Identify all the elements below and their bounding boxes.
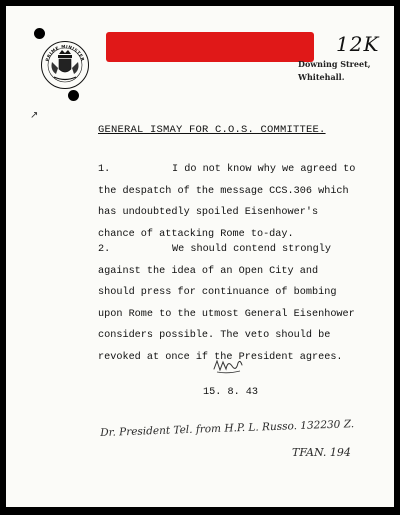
handwritten-note-1: Dr. President Tel. from H.P. L. Russo. 132230 Z. [100, 418, 355, 439]
paragraph-number: 1. [98, 164, 111, 175]
address-line-2: Whitehall. [298, 72, 345, 82]
handwritten-signature-icon [212, 357, 244, 375]
paragraph-number: 2. [98, 244, 111, 255]
memo-paragraph-1 [98, 159, 360, 245]
memo-title: GENERAL ISMAY FOR C.O.S. COMMITTEE. [98, 124, 326, 136]
memo-date: 15. 8. 43 [203, 387, 259, 398]
punch-hole-top [34, 28, 45, 39]
address-line-1: Downing Street, [298, 59, 371, 69]
margin-mark: ↗ [30, 110, 39, 121]
paragraph-text: We should contend strongly against the idea of an Open City and should press for continuance of bombing upon Rome to the utmost General Eisenhower considers possible. The veto should be revoked at once if the President agrees. [98, 244, 355, 363]
handwritten-reference: 12K [336, 32, 380, 56]
redaction-block [106, 32, 314, 62]
crest-label: PRIME MINISTER [44, 43, 86, 62]
punch-hole-bottom [68, 90, 79, 101]
handwritten-note-2: TFAN. 194 [292, 446, 351, 459]
royal-crest-icon [40, 40, 90, 90]
memo-paragraph-2 [98, 239, 360, 368]
document-page [6, 6, 394, 507]
paragraph-text: I do not know why we agreed to the despatch of the message CCS.306 which has undoubtedly spoiled Eisenhower's chance of attacking Rome to-day. [98, 164, 356, 240]
